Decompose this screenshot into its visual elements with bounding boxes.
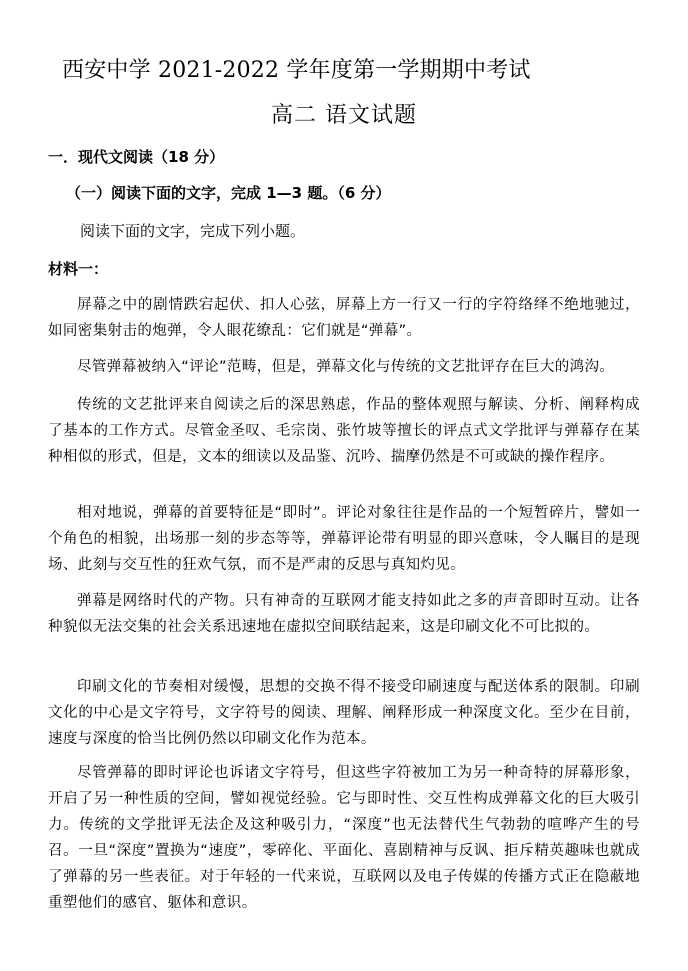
paragraph-5: 弹幕是网络时代的产物。只有神奇的互联网才能支持如此之多的声音即时互动。让各种貌似无法交集的社会关系迅速地在虚拟空间联结起来，这是印刷文化不可比拟的。 (48, 593, 640, 635)
material-label: 材料一： (48, 260, 109, 278)
sub-heading: （一）阅读下面的文字，完成 1—3 题。（6 分） (66, 184, 391, 202)
paragraph-3: 传统的文艺批评来自阅读之后的深思熟虑，作品的整体观照与解读、分析、阐释构成了基本的工作方式。尽管金圣叹、毛宗岗、张竹坡等擅长的评点式文学批评与弹幕存在某种相似的形式，但是，文本的细读以及品鉴、沉吟、揣摩仍然是不可或缺的操作程序。 (48, 397, 640, 465)
paragraph-2: 尽管弹幕被纳入“评论”范畴，但是，弹幕文化与传统的文艺批评存在巨大的鸿沟。 (77, 359, 615, 375)
reading-instruction: 阅读下面的文字，完成下列小题。 (80, 222, 306, 240)
exam-subtitle: 高二 语文试题 (271, 103, 417, 128)
section-heading: 一．现代文阅读（18 分） (48, 148, 225, 166)
exam-title: 西安中学 2021-2022 学年度第一学期期中考试 (62, 58, 531, 83)
paragraph-1: 屏幕之中的剧情跌宕起伏、扣人心弦，屏幕上方一行又一行的字符络绎不绝地驰过，如同密集射击的炮弹，令人眼花缭乱：它们就是“弹幕”。 (48, 297, 640, 339)
paragraph-7: 尽管弹幕的即时评论也诉诸文字符号，但这些字符被加工为另一种奇特的屏幕形象，开启了另一种性质的空间，譬如视觉经验。它与即时性、交互性构成弹幕文化的巨大吸引力。传统的文学批评无法企及这种吸引力，“深度”也无法替代生气勃勃的喧哗产生的号召。一旦“深度”置换为“速度”，零碎化、平面化、喜剧精神与反讽、拒斥精英趣味也就成了弹幕的另一些表征。对于年轻的一代来说，互联网以及电子传媒的传播方式正在隐蔽地重塑他们的感官、躯体和意识。 (48, 765, 640, 911)
paragraph-6: 印刷文化的节奏相对缓慢，思想的交换不得不接受印刷速度与配送体系的限制。印刷文化的中心是文字符号，文字符号的阅读、理解、阐释形成一种深度文化。至少在目前，速度与深度的恰当比例仍然以印刷文化作为范本。 (48, 679, 640, 747)
paragraph-4: 相对地说，弹幕的首要特征是“即时”。评论对象往往是作品的一个短暂碎片，譬如一个角色的相貌，出场那一刻的步态等等，弹幕评论带有明显的即兴意味，令人瞩目的是现场、此刻与交互性的狂欢气氛，而不是严肃的反思与真知灼见。 (48, 505, 640, 573)
